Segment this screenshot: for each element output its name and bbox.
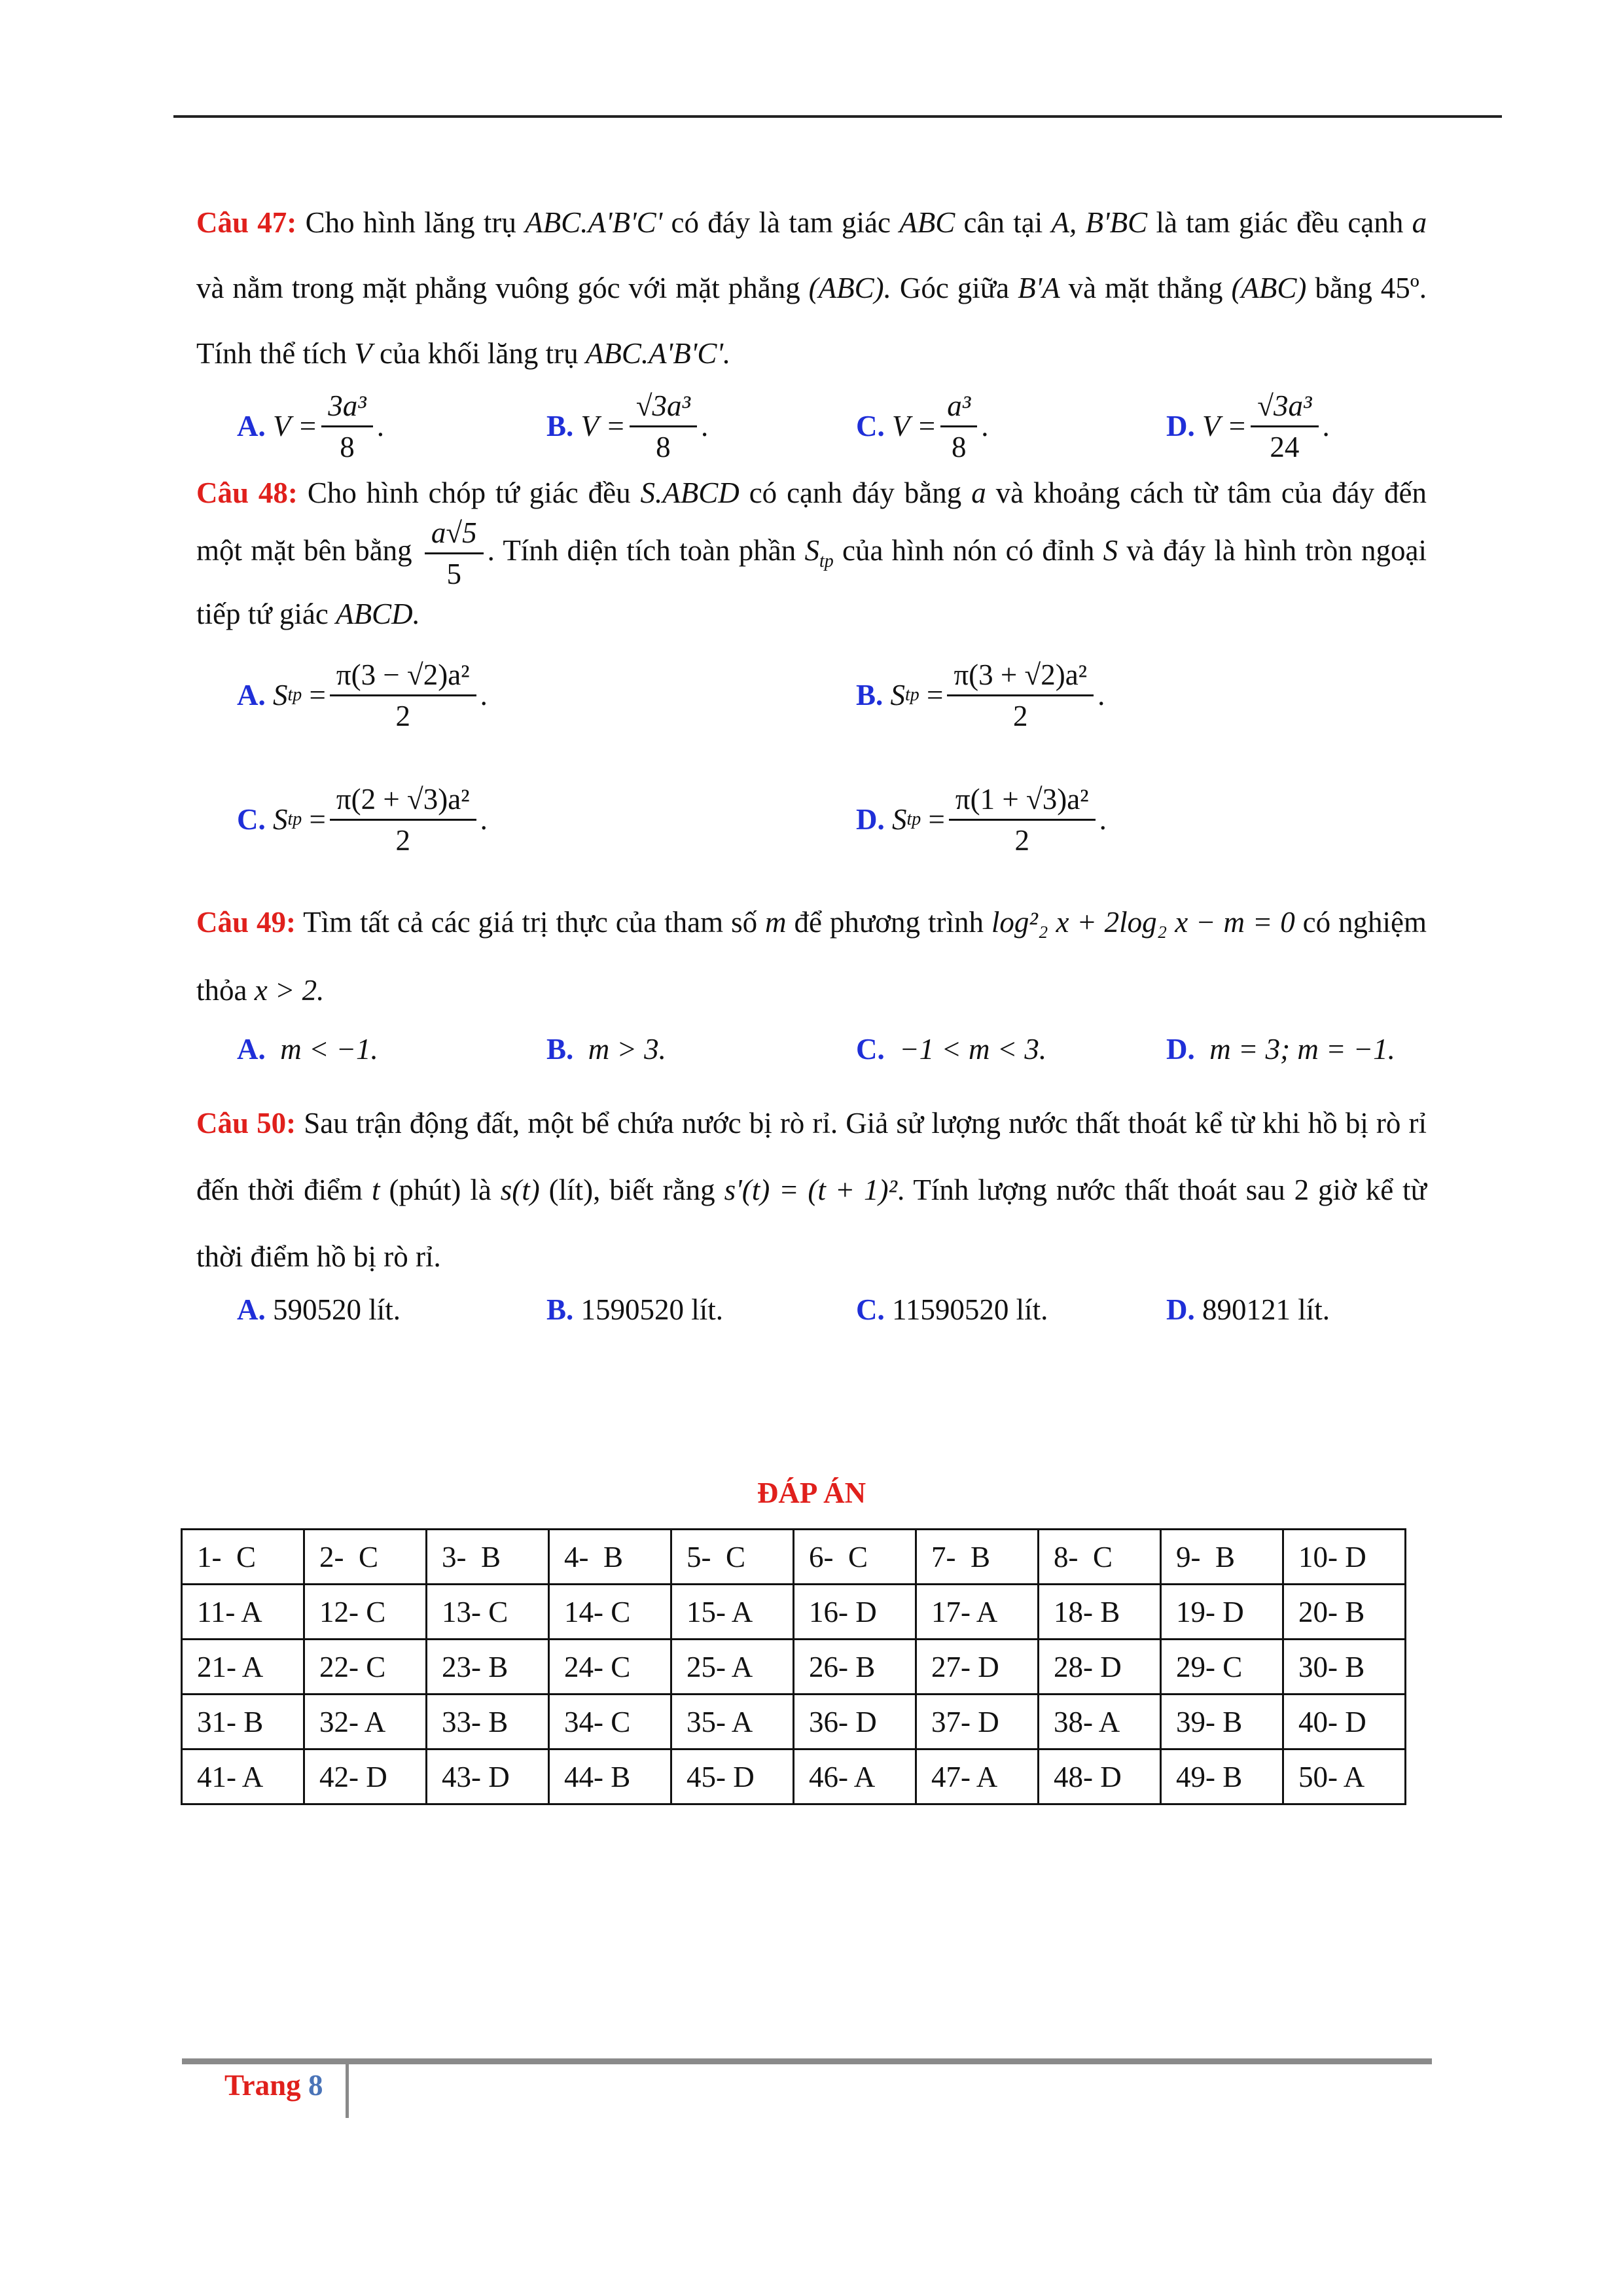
text: (phút) là bbox=[389, 1174, 491, 1206]
option-lhs: V = bbox=[1202, 410, 1247, 442]
numerator: √3a³ bbox=[630, 387, 697, 427]
answer-cell: 27- D bbox=[916, 1640, 1039, 1695]
answer-cell: 19- D bbox=[1161, 1585, 1283, 1640]
text: và đáy là hình tròn ngoại tiếp tứ giác bbox=[196, 533, 1427, 630]
text: Tính diện tích toàn phần bbox=[503, 533, 796, 567]
answer-cell: 50- A bbox=[1283, 1749, 1406, 1804]
answer-cell: 48- D bbox=[1039, 1749, 1161, 1804]
option-letter: D. bbox=[856, 803, 885, 836]
option-c[interactable]: C. V = $\frac{\text{a³}}{8}$ . bbox=[856, 390, 989, 462]
fraction bbox=[330, 656, 476, 734]
option-value: 590520 lít. bbox=[273, 1293, 401, 1326]
text: Góc giữa bbox=[899, 272, 1010, 304]
option-b[interactable] bbox=[546, 1030, 666, 1069]
text: Cho hình chóp tứ giác đều bbox=[307, 476, 631, 509]
options-49 bbox=[196, 1030, 1427, 1070]
answer-cell: 39- B bbox=[1161, 1695, 1283, 1749]
fraction bbox=[1251, 387, 1318, 465]
answer-cell: 25- A bbox=[671, 1640, 794, 1695]
numerator: π(1 + √3)a² bbox=[949, 781, 1096, 821]
answer-cell: 30- B bbox=[1283, 1640, 1406, 1695]
answer-cell: 36- D bbox=[794, 1695, 916, 1749]
answer-cell: 28- D bbox=[1039, 1640, 1161, 1695]
numerator: 3a³ bbox=[321, 387, 373, 427]
option-d[interactable]: D. V = $\frac{\text{√3a³}}{24}$ . bbox=[1166, 390, 1330, 462]
answer-cell: 32- A bbox=[304, 1695, 427, 1749]
fraction bbox=[425, 514, 484, 592]
option-lhs: S bbox=[273, 803, 288, 836]
option-lhs: V = bbox=[580, 410, 626, 442]
fraction bbox=[630, 387, 697, 465]
numerator: √3a³ bbox=[1251, 387, 1318, 427]
option-d[interactable] bbox=[1166, 1030, 1395, 1069]
option-letter: C. bbox=[856, 1293, 885, 1326]
math-plane: (ABC) bbox=[1231, 272, 1307, 304]
option-a[interactable] bbox=[237, 1030, 378, 1069]
table-row bbox=[182, 1640, 1406, 1695]
text: bằng bbox=[1315, 272, 1372, 304]
footer-separator bbox=[346, 2062, 349, 2118]
option-a[interactable]: A. V = $\frac{\text{3a³}}{8}$ . bbox=[237, 390, 384, 462]
options-47 bbox=[196, 390, 1427, 462]
page-footer bbox=[224, 2068, 323, 2102]
math-apex: S bbox=[1103, 533, 1118, 567]
question-49 bbox=[196, 888, 1427, 1070]
option-c[interactable]: C. S tp = $\frac{\text{π(2 + √3)a²}}{2}$ . bbox=[237, 770, 488, 869]
answer-cell: 16- D bbox=[794, 1585, 916, 1640]
question-label: Câu 50: bbox=[196, 1107, 296, 1139]
option-letter: D. bbox=[1166, 410, 1195, 442]
answer-key-table bbox=[181, 1528, 1406, 1805]
page-number: 8 bbox=[308, 2069, 323, 2102]
answer-cell: 35- A bbox=[671, 1695, 794, 1749]
denominator: 8 bbox=[340, 430, 355, 463]
answer-cell: 2- C bbox=[304, 1530, 427, 1585]
table-row bbox=[182, 1695, 1406, 1749]
denominator: 8 bbox=[952, 430, 967, 463]
answer-cell: 8- C bbox=[1039, 1530, 1161, 1585]
answer-cell: 37- D bbox=[916, 1695, 1039, 1749]
option-letter: B. bbox=[546, 410, 574, 442]
answer-cell: 7- B bbox=[916, 1530, 1039, 1585]
math-line: B'A bbox=[1018, 272, 1060, 304]
answer-cell: 46- A bbox=[794, 1749, 916, 1804]
answer-cell: 15- A bbox=[671, 1585, 794, 1640]
text: của khối lăng trụ bbox=[379, 337, 579, 370]
option-lhs: V = bbox=[273, 410, 318, 442]
fraction bbox=[947, 656, 1094, 734]
option-d[interactable] bbox=[1166, 1290, 1330, 1329]
option-lhs: S bbox=[892, 803, 907, 836]
question-48-text: Câu 48: Cho hình chóp tứ giác đều S.ABCD có cạnh đáy bằng a và khoảng cách từ tâm của đáy đến một mặt bên bằng $\frac{a√5}{5}$ . Tính diện tích toàn phần $S_{tp}$ của hình nón có đỉnh S và đáy là hình tròn ngoại tiếp tứ giác ABCD. bbox=[196, 476, 1427, 630]
denominator: 8 bbox=[656, 430, 671, 463]
option-letter: D. bbox=[1166, 1033, 1195, 1066]
option-c[interactable] bbox=[856, 1030, 1046, 1069]
numerator: π(3 + √2)a² bbox=[947, 656, 1094, 696]
option-value: 11590520 lít. bbox=[892, 1293, 1048, 1326]
question-50-text bbox=[196, 1090, 1427, 1290]
question-48 bbox=[196, 471, 1427, 869]
math-pyramid: S.ABCD bbox=[640, 476, 740, 509]
option-b[interactable]: B. V = $\frac{\text{√3a³}}{8}$ . bbox=[546, 390, 708, 462]
answer-cell: 42- D bbox=[304, 1749, 427, 1804]
answer-cell: 18- B bbox=[1039, 1585, 1161, 1640]
option-value: m = 3; m = −1. bbox=[1209, 1033, 1395, 1066]
math-prism: ABC.A'B'C'. bbox=[585, 337, 731, 370]
answer-cell: 10- D bbox=[1283, 1530, 1406, 1585]
answer-cell: 13- C bbox=[427, 1585, 549, 1640]
answer-cell: 44- B bbox=[549, 1749, 671, 1804]
text: và nằm trong mặt phẳng vuông góc với mặt phẳng bbox=[196, 272, 800, 304]
question-47-text bbox=[196, 190, 1427, 386]
answer-cell: 12- C bbox=[304, 1585, 427, 1640]
question-47 bbox=[196, 190, 1427, 462]
fraction bbox=[330, 781, 476, 859]
answer-cell: 14- C bbox=[549, 1585, 671, 1640]
option-b[interactable] bbox=[546, 1290, 723, 1329]
answer-cell: 3- B bbox=[427, 1530, 549, 1585]
option-letter: D. bbox=[1166, 1293, 1195, 1326]
text: của hình nón có đỉnh bbox=[842, 533, 1095, 567]
option-letter: C. bbox=[856, 1033, 885, 1066]
answer-cell: 24- C bbox=[549, 1640, 671, 1695]
option-letter: A. bbox=[237, 410, 266, 442]
math-vertex: A, bbox=[1051, 206, 1077, 239]
math-volume: V bbox=[354, 337, 372, 370]
math-t: t bbox=[372, 1174, 380, 1206]
answer-cell: 4- B bbox=[549, 1530, 671, 1585]
option-letter: C. bbox=[237, 803, 266, 836]
fraction bbox=[949, 781, 1096, 859]
answer-cell: 34- C bbox=[549, 1695, 671, 1749]
option-value: 1590520 lít. bbox=[580, 1293, 724, 1326]
denominator: 24 bbox=[1270, 430, 1300, 463]
text: là tam giác đều cạnh bbox=[1156, 206, 1404, 239]
option-a[interactable]: A. S tp = $\frac{\text{π(3 − √2)a²}}{2}$ . bbox=[237, 646, 488, 744]
math-face: B'BC bbox=[1085, 206, 1148, 239]
math-quad: ABCD. bbox=[336, 598, 420, 630]
question-50 bbox=[196, 1090, 1427, 1331]
answer-cell: 1- C bbox=[182, 1530, 304, 1585]
answer-cell: 45- D bbox=[671, 1749, 794, 1804]
footer-rule bbox=[182, 2058, 1432, 2064]
question-label: Câu 47: bbox=[196, 206, 297, 239]
math-prism: ABC.A'B'C' bbox=[525, 206, 663, 239]
answer-cell: 40- D bbox=[1283, 1695, 1406, 1749]
table-row bbox=[182, 1530, 1406, 1585]
option-lhs: V = bbox=[892, 410, 937, 442]
question-label: Câu 48: bbox=[196, 476, 298, 509]
option-value: m < −1. bbox=[280, 1033, 378, 1066]
answer-cell: 23- B bbox=[427, 1640, 549, 1695]
text: có nghiệm thỏa bbox=[196, 906, 1427, 1007]
option-a[interactable] bbox=[237, 1290, 401, 1329]
answer-cell: 6- C bbox=[794, 1530, 916, 1585]
math-stp-sub: tp bbox=[819, 550, 834, 571]
option-lhs: S bbox=[273, 679, 288, 711]
math-st: s(t) bbox=[500, 1174, 540, 1206]
denominator: 2 bbox=[395, 823, 411, 857]
question-label: Câu 49: bbox=[196, 906, 296, 939]
math-side: a bbox=[1412, 206, 1427, 239]
answer-cell: 33- B bbox=[427, 1695, 549, 1749]
text: (lít), biết rằng bbox=[548, 1174, 715, 1206]
text: có cạnh đáy bằng bbox=[749, 476, 962, 509]
numerator: a√5 bbox=[425, 514, 484, 554]
option-c[interactable] bbox=[856, 1290, 1048, 1329]
option-value: 890121 lít. bbox=[1202, 1293, 1330, 1326]
answer-cell: 17- A bbox=[916, 1585, 1039, 1640]
option-letter: A. bbox=[237, 679, 266, 711]
math-derivative: s'(t) = (t + 1)² bbox=[724, 1174, 898, 1206]
answer-cell: 41- A bbox=[182, 1749, 304, 1804]
answer-cell: 21- A bbox=[182, 1640, 304, 1695]
answer-cell: 38- A bbox=[1039, 1695, 1161, 1749]
answer-cell: 11- A bbox=[182, 1585, 304, 1640]
option-lhs: S bbox=[890, 679, 906, 711]
denominator: 2 bbox=[1013, 699, 1028, 732]
question-49-text bbox=[196, 888, 1427, 1024]
text: Sau trận động đất, một bể chứa nước bị rò rỉ. Giả sử lượng nước thất thoát kể từ khi hồ bị rò rỉ đến thời điểm bbox=[196, 1107, 1427, 1206]
denominator: 5 bbox=[446, 558, 462, 590]
math-stp: S bbox=[804, 533, 819, 567]
option-value: −1 < m < 3. bbox=[899, 1033, 1047, 1066]
answer-cell: 47- A bbox=[916, 1749, 1039, 1804]
math-equation: log²₂ x + 2log₂ x − m = 0 bbox=[991, 906, 1295, 939]
table-row bbox=[182, 1749, 1406, 1804]
answer-cell: 26- B bbox=[794, 1640, 916, 1695]
text: có đáy là tam giác bbox=[671, 206, 891, 239]
math-base: ABC bbox=[899, 206, 955, 239]
denominator: 2 bbox=[1014, 823, 1030, 857]
option-letter: B. bbox=[856, 679, 883, 711]
option-letter: B. bbox=[546, 1293, 574, 1326]
numerator: π(3 − √2)a² bbox=[330, 656, 476, 696]
options-48-row1 bbox=[196, 646, 1427, 744]
header-rule bbox=[173, 115, 1502, 118]
answer-cell: 22- C bbox=[304, 1640, 427, 1695]
numerator: π(2 + √3)a² bbox=[330, 781, 476, 821]
numerator: a³ bbox=[940, 387, 977, 427]
answer-cell: 9- B bbox=[1161, 1530, 1283, 1585]
text: và khoảng cách từ tâm của đáy đến một mặt bên bằng bbox=[196, 476, 1427, 567]
math-param: m bbox=[765, 906, 787, 939]
answer-cell: 49- B bbox=[1161, 1749, 1283, 1804]
answer-cell: 5- C bbox=[671, 1530, 794, 1585]
option-value: m > 3. bbox=[588, 1033, 666, 1066]
text: cân tại bbox=[963, 206, 1043, 239]
text: Cho hình lăng trụ bbox=[305, 206, 516, 239]
page-content bbox=[196, 190, 1427, 1331]
text: . Tính lượng nước thất thoát sau 2 giờ kể từ thời điểm hồ bị rò rỉ. bbox=[196, 1174, 1427, 1273]
math-side: a bbox=[971, 476, 986, 509]
answer-cell: 20- B bbox=[1283, 1585, 1406, 1640]
options-48-row2 bbox=[196, 770, 1427, 869]
text: để phương trình bbox=[794, 906, 984, 939]
text: Tính thể tích bbox=[196, 337, 347, 370]
table-row bbox=[182, 1585, 1406, 1640]
denominator: 2 bbox=[395, 699, 411, 732]
answer-cell: 43- D bbox=[427, 1749, 549, 1804]
option-d[interactable]: D. S tp = $\frac{\text{π(1 + √3)a²}}{2}$ . bbox=[856, 770, 1107, 869]
math-condition: x > 2. bbox=[254, 974, 325, 1007]
option-letter: B. bbox=[546, 1033, 574, 1066]
option-letter: A. bbox=[237, 1033, 266, 1066]
answer-key-title: ĐÁP ÁN bbox=[757, 1477, 866, 1509]
text: Tìm tất cả các giá trị thực của tham số bbox=[303, 906, 758, 939]
fraction bbox=[321, 387, 373, 465]
text: và mặt thẳng bbox=[1068, 272, 1223, 304]
answer-cell: 31- B bbox=[182, 1695, 304, 1749]
math-angle: 45º. bbox=[1380, 272, 1427, 304]
options-50 bbox=[196, 1290, 1427, 1331]
fraction bbox=[940, 387, 977, 465]
option-b[interactable]: B. S tp = $\frac{\text{π(3 + √2)a²}}{2}$ . bbox=[856, 646, 1105, 744]
footer-label: Trang bbox=[224, 2069, 301, 2102]
answer-cell: 29- C bbox=[1161, 1640, 1283, 1695]
option-letter: C. bbox=[856, 410, 885, 442]
math-plane: (ABC). bbox=[808, 272, 891, 304]
option-letter: A. bbox=[237, 1293, 266, 1326]
